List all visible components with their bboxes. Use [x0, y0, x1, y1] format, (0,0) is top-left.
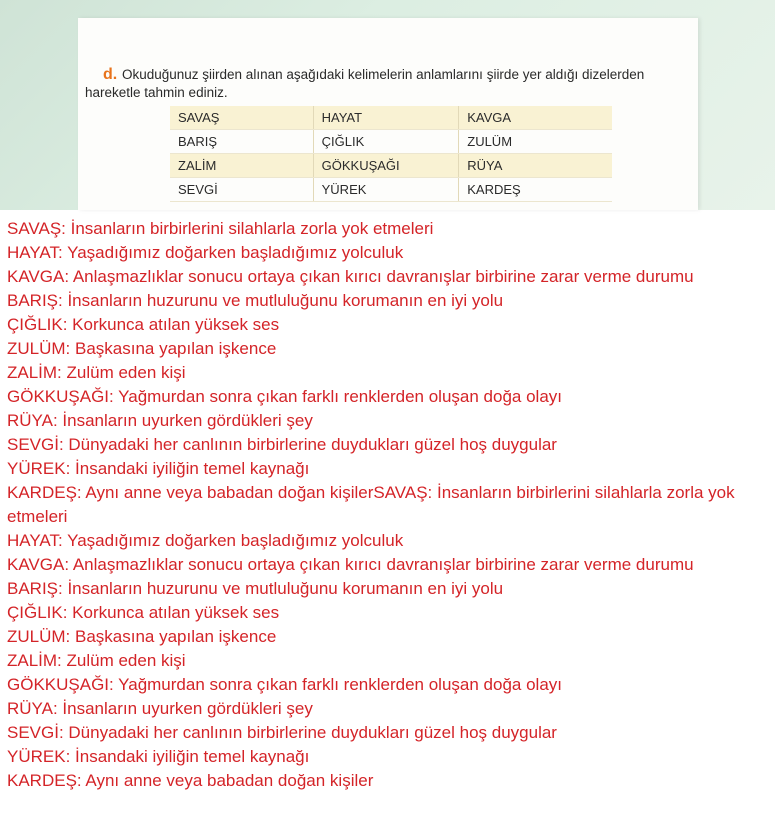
answer-line: ZALİM: Zulüm eden kişi: [7, 651, 186, 670]
answer-line: ZALİM: Zulüm eden kişi: [7, 363, 186, 382]
answer-list: [7, 217, 767, 793]
answer-line: KAVGA: Anlaşmazlıklar sonucu ortaya çıkan kırıcı davranışlar birbirine zarar verme durumu: [7, 555, 694, 574]
table-cell: GÖKKUŞAĞI: [313, 154, 459, 178]
answer-line: ZULÜM: Başkasına yapılan işkence: [7, 627, 277, 646]
table-cell: RÜYA: [459, 154, 612, 178]
table-cell: ZULÜM: [459, 130, 612, 154]
answer-line: GÖKKUŞAĞI: Yağmurdan sonra çıkan farklı renklerden oluşan doğa olayı: [7, 675, 562, 694]
answer-line: SEVGİ: Dünyadaki her canlının birbirlerine duydukları güzel hoş duygular: [7, 723, 557, 742]
answer-line: RÜYA: İnsanların uyurken gördükleri şey: [7, 699, 313, 718]
table-row: [170, 106, 612, 130]
table-row: [170, 154, 612, 178]
answer-line: RÜYA: İnsanların uyurken gördükleri şey: [7, 411, 313, 430]
answer-line: HAYAT: Yaşadığımız doğarken başladığımız yolculuk: [7, 243, 404, 262]
question-letter: d.: [103, 66, 118, 83]
table-cell: SAVAŞ: [170, 106, 313, 130]
question-text: Okuduğunuz şiirden alınan aşağıdaki kelimelerin anlamlarını şiirde yer aldığı dizelerden hareketle tahmin ediniz.: [85, 67, 645, 100]
answer-line: KARDEŞ: Aynı anne veya babadan doğan kişiler: [7, 771, 374, 790]
answer-line: KAVGA: Anlaşmazlıklar sonucu ortaya çıkan kırıcı davranışlar birbirine zarar verme durumu: [7, 267, 694, 286]
answer-line: KARDEŞ: Aynı anne veya babadan doğan kişilerSAVAŞ: İnsanların birbirlerini silahlarla zorla yok etmeleri: [7, 483, 735, 526]
answer-line: SAVAŞ: İnsanların birbirlerini silahlarla zorla yok etmeleri: [7, 219, 434, 238]
answer-line: ZULÜM: Başkasına yapılan işkence: [7, 339, 277, 358]
answer-line: YÜREK: İnsandaki iyiliğin temel kaynağı: [7, 459, 310, 478]
table-cell: HAYAT: [313, 106, 459, 130]
question-paragraph: [85, 66, 695, 102]
answer-line: SEVGİ: Dünyadaki her canlının birbirlerine duydukları güzel hoş duygular: [7, 435, 557, 454]
answer-line: BARIŞ: İnsanların huzurunu ve mutluluğunu korumanın en iyi yolu: [7, 291, 504, 310]
table-row: [170, 130, 612, 154]
table-row: [170, 178, 612, 202]
answer-line: ÇIĞLIK: Korkunca atılan yüksek ses: [7, 315, 280, 334]
answer-line: YÜREK: İnsandaki iyiliğin temel kaynağı: [7, 747, 310, 766]
table-cell: SEVGİ: [170, 178, 313, 202]
table-cell: KAVGA: [459, 106, 612, 130]
table-cell: ÇIĞLIK: [313, 130, 459, 154]
table-cell: YÜREK: [313, 178, 459, 202]
answer-line: HAYAT: Yaşadığımız doğarken başladığımız yolculuk: [7, 531, 404, 550]
table-cell: BARIŞ: [170, 130, 313, 154]
answer-line: BARIŞ: İnsanların huzurunu ve mutluluğunu korumanın en iyi yolu: [7, 579, 504, 598]
word-table: [170, 106, 612, 202]
answer-line: ÇIĞLIK: Korkunca atılan yüksek ses: [7, 603, 280, 622]
table-cell: ZALİM: [170, 154, 313, 178]
answer-line: GÖKKUŞAĞI: Yağmurdan sonra çıkan farklı renklerden oluşan doğa olayı: [7, 387, 562, 406]
table-cell: KARDEŞ: [459, 178, 612, 202]
